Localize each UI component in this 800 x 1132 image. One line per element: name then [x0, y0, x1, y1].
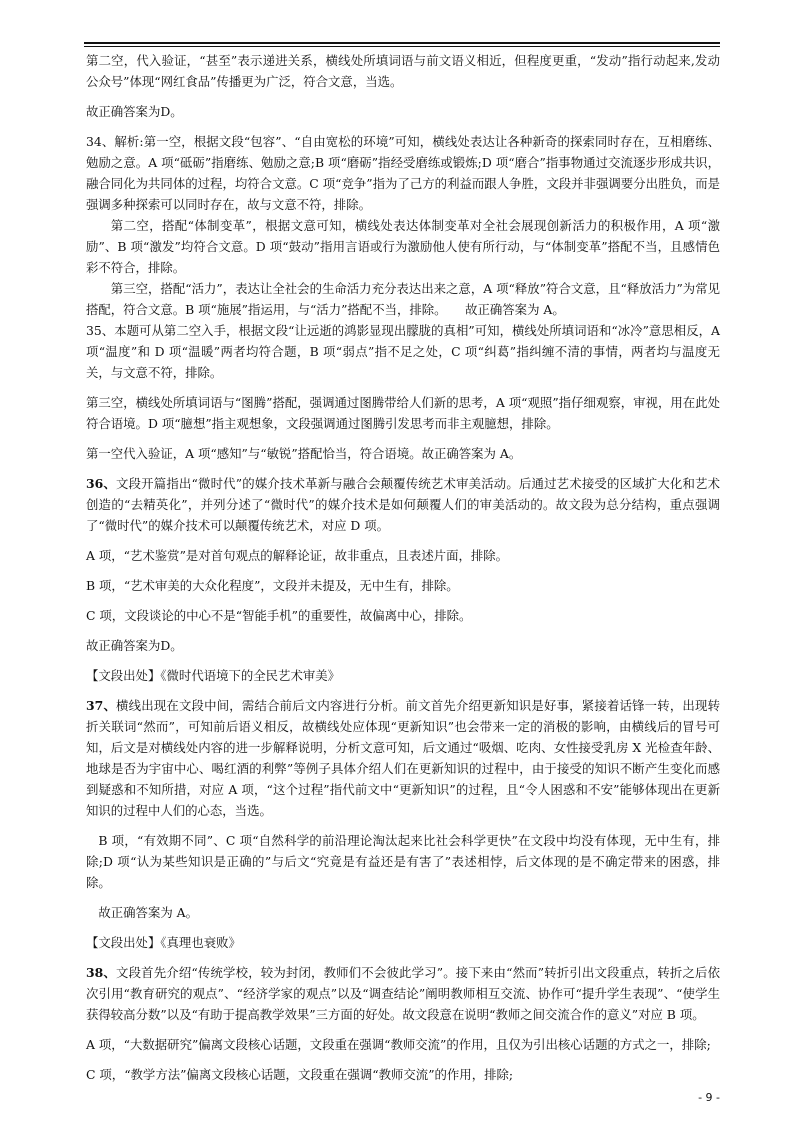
paragraph: C 项，“教学方法”偏离文段核心话题，文段重在强调“教师交流”的作用，排除;	[86, 1067, 514, 1082]
paragraph: A 项，“大数据研究”偏离文段核心话题，文段重在强调“教师交流”的作用，且仅为引出核心话题的方式之一，排除;	[86, 1037, 711, 1052]
paragraph-text: 横线出现在文段中间，需结合前后文内容进行分析。前文首先介绍更新知识是好事，紧接着话锋一转，出现转折关联词“然而”，可知前后语义相反，故横线处应体现“更新知识”也会带来一定的消极的影响，由横线后的冒号可知，后文是对横线处内容的进一步解释说明，分析文意可知，后文通过“吸烟、吃肉、女性接受乳房 X 光检查年龄、地球是否为宇宙中心、喝红酒的利弊”等例子具体介绍人们在更新知识的过程中，由于接受的知识不断产生变化而感到疑惑和不知所措，对应 A 项，“这个过程”指代前文中“更新知识”的过程，且“令人困惑和不安”能够体现出在更新知识的过程中人们的心态，当选。	[86, 698, 720, 818]
paragraph: A 项，“艺术鉴赏”是对首句观点的解释论证，故非重点，且表述片面，排除。	[86, 548, 509, 563]
paragraph: 第二空，代入验证，“甚至”表示递进关系，横线处所填词语与前文语义相近，但程度更重，“发动”指行动起来,发动公众号”体现“网红食品”传播更为广泛，符合文意，当选。	[86, 53, 720, 89]
paragraph-text: 文段开篇指出“微时代”的媒介技术革新与融合会颠覆传统艺术审美活动。后通过艺术接受的区域扩大化和艺术创造的“去精英化”，并列分述了“微时代”的媒介技术是如何颠覆人们的审美活动的。故文段为总分结构，重点强调了“微时代”的媒介技术可以颠覆传统艺术，对应 D 项。	[86, 476, 720, 533]
paragraph: 故正确答案为 A。	[98, 905, 199, 920]
header-rule-thin	[84, 46, 720, 47]
paragraph: C 项，文段谈论的中心不是“智能手机”的重要性，故偏离中心，排除。	[86, 608, 472, 623]
paragraph	[86, 695, 720, 821]
question-number: 37、	[86, 698, 117, 713]
paragraph: 第二空，搭配“体制变革”，根据文意可知，横线处表达体制变革对全社会展现创新活力的积极作用，A 项“激励”、B 项“激发”均符合文意。D 项“鼓动”指用言语或行为激励他人使有所行动，与“体制变革”搭配不当，且感情色彩不符合，排除。	[86, 218, 720, 275]
question-number: 38、	[86, 965, 116, 980]
paragraph: 第一空代入验证，A 项“感知”与“敏锐”搭配恰当，符合语境。故正确答案为 A。	[86, 446, 522, 461]
paragraph-text: 文段首先介绍“传统学校，较为封闭，教师们不会彼此学习”。接下来由“然而”转折引出文段重点，转折之后依次引用“教育研究的观点”、“经济学家的观点”以及“调查结论”阐明教师相互交流、协作可“提升学生表现”、“使学生获得较高分数”以及“有助于提高教学效果”三方面的好处。故文段意在说明“教师之间交流合作的意义”对应 B 项。	[86, 965, 720, 1022]
document-body	[86, 50, 720, 1094]
paragraph: 35、本题可从第二空入手，根据文段“让远逝的鸿影显现出朦胧的真相”可知，横线处所填词语和“冰冷”意思相反，A 项“温度”和 D 项“温暖”两者均符合题，B 项“弱点”指不足之处，C 项“纠葛”指纠缠不清的事情，两者均与温度无关，与文意不符，排除。	[86, 323, 720, 380]
paragraph: B 项，“有效期不同”、C 项“自然科学的前沿理论淘汰起来比社会科学更快”在文段中均没有体现，无中生有，排除;D 项“认为某些知识是正确的”与后文“究竟是有益还是有害了”表述相悖，后文体现的是不确定带来的困惑，排除。	[86, 833, 720, 890]
paragraph: B 项，“艺术审美的大众化程度”，文段并未提及，无中生有，排除。	[86, 578, 459, 593]
header-rule-thick	[84, 42, 720, 44]
paragraph: 故正确答案为D。	[86, 638, 183, 653]
source-note: 【文段出处】《真理也衰败》	[86, 935, 241, 950]
question-number: 36、	[86, 476, 117, 491]
source-note: 【文段出处】《微时代语境下的全民艺术审美》	[86, 668, 341, 683]
paragraph	[86, 962, 720, 1025]
paragraph	[86, 473, 720, 536]
page-number: - 9 -	[698, 1091, 720, 1104]
paragraph: 第三空，搭配“活力”，表达让全社会的生命活力充分表达出来之意，A 项“释放”符合文意，且“释放活力”为常见搭配，符合文意。B 项“施展”指运用，与“活力”搭配不当，排除。 故正确答案为 A。	[86, 281, 720, 317]
paragraph: 第三空，横线处所填词语与“图腾”搭配，强调通过图腾带给人们新的思考，A 项“观照”指仔细观察，审视，用在此处符合语境。D 项“臆想”指主观想象，文段强调通过图腾引发思考而非主观臆想，排除。	[86, 395, 720, 431]
paragraph: 34、解析:第一空，根据文段“包容”、“自由宽松的环境”可知，横线处表达让各种新奇的探索同时存在，互相磨练、勉励之意。A 项“砥砺”指磨练、勉励之意;B 项“磨砺”指经受磨练或锻炼;D 项“磨合”指事物通过交流逐步形成共识，融合同化为共同体的过程，均符合文意。C 项“竞争”指为了己方的利益而跟人争胜，文段并非强调要分出胜负，而是强调多种探索可以同时存在，故与文意不符，排除。	[86, 134, 720, 212]
paragraph: 故正确答案为D。	[86, 104, 183, 119]
